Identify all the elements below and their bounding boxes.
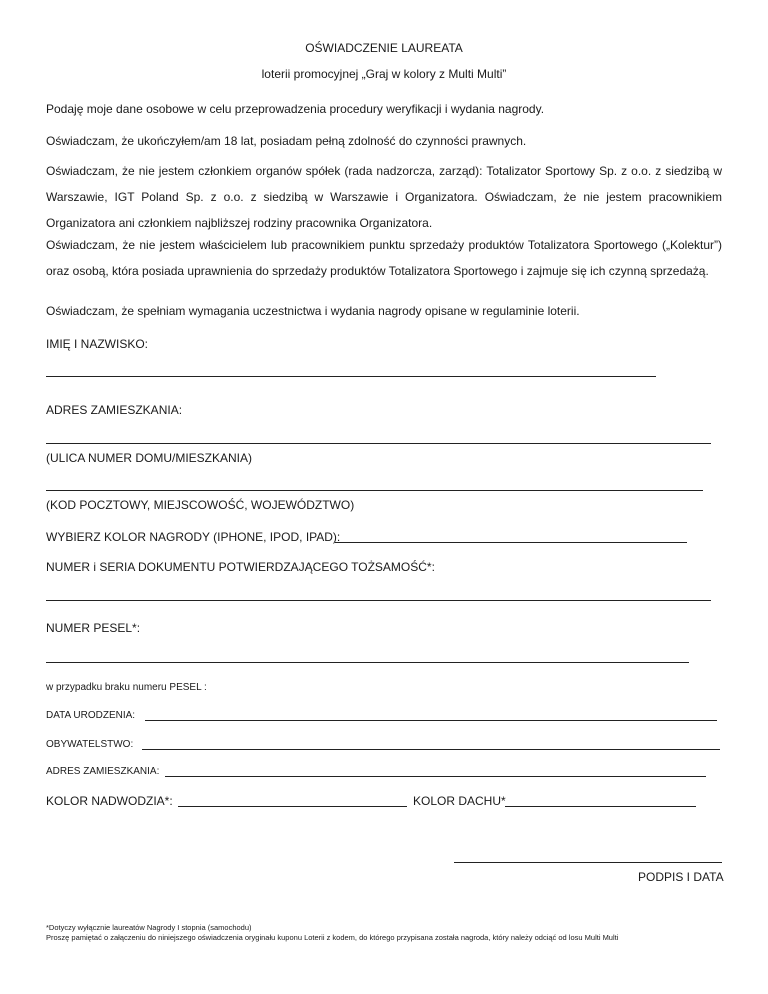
postal-input-line[interactable] [46, 490, 703, 491]
street-input-line[interactable] [46, 443, 711, 444]
footnote-prize-note: *Dotyczy wyłącznie laureatów Nagrody I stopnia (samochodu) [46, 923, 252, 932]
no-pesel-note: w przypadku braku numeru PESEL : [46, 682, 207, 693]
roof-color-input-line[interactable] [505, 806, 696, 807]
prize-color-input-line[interactable] [335, 542, 687, 543]
signature-line[interactable] [454, 862, 722, 863]
body-color-input-line[interactable] [178, 806, 407, 807]
postal-hint: (KOD POCZTOWY, MIEJSCOWOŚĆ, WOJEWÓDZTWO) [46, 498, 355, 512]
statement-not-board-member: Oświadczam, że nie jestem członkiem organów spółek (rada nadzorcza, zarząd): Totalizator Sportowy Sp. z o.o. z siedzibą w Warszawie, IGT Poland Sp. z o.o. z siedzibą w Warszawie i Organizatora. Oświadczam, że nie jestem pracownikiem Organizatora ani członkiem najbliższej rodziny pracownika Organizatora. [46, 164, 722, 230]
street-hint: (ULICA NUMER DOMU/MIESZKANIA) [46, 451, 253, 465]
id-document-label: NUMER i SERIA DOKUMENTU POTWIERDZAJĄCEGO TOŻSAMOŚĆ*: [46, 560, 435, 574]
roof-color-label: KOLOR DACHU* [413, 794, 506, 808]
statement-data-consent: Podaję moje dane osobowe w celu przeprowadzenia procedury weryfikacji i wydania nagrody. [46, 102, 545, 116]
name-input-line[interactable] [46, 376, 656, 377]
residence-input-line[interactable] [165, 776, 706, 777]
citizenship-label: OBYWATELSTWO: [46, 739, 134, 750]
birth-date-label: DATA URODZENIA: [46, 710, 136, 721]
name-label: IMIĘ I NAZWISKO: [46, 337, 149, 351]
birth-date-input-line[interactable] [145, 720, 717, 721]
pesel-input-line[interactable] [46, 662, 689, 663]
statement-requirements: Oświadczam, że spełniam wymagania uczestnictwa i wydania nagrody opisane w regulaminie loterii. [46, 304, 580, 318]
residence-label: ADRES ZAMIESZKANIA: [46, 766, 160, 777]
body-color-label: KOLOR NADWODZIA*: [46, 794, 173, 808]
id-document-input-line[interactable] [46, 600, 711, 601]
pesel-label: NUMER PESEL*: [46, 621, 141, 635]
prize-color-label: WYBIERZ KOLOR NAGRODY (IPHONE, IPOD, IPAD): [46, 530, 341, 544]
address-label: ADRES ZAMIESZKANIA: [46, 403, 183, 417]
footnote-coupon-note: Proszę pamiętać o załączeniu do niniejszego oświadczenia oryginału kuponu Loterii z kodem, do którego przypisana została nagroda, który należy odciąć od losu Multi Multi [46, 933, 619, 942]
statement-age: Oświadczam, że ukończyłem/am 18 lat, posiadam pełną zdolność do czynności prawnych. [46, 134, 527, 148]
document-title: OŚWIADCZENIE LAUREATA [305, 41, 463, 55]
signature-label: PODPIS I DATA [638, 870, 724, 884]
citizenship-input-line[interactable] [142, 749, 720, 750]
statement-not-seller: Oświadczam, że nie jestem właścicielem lub pracownikiem punktu sprzedaży produktów Totalizatora Sportowego („Kolektur”) oraz osobą, która posiada uprawnienia do sprzedaży produktów Totalizatora Sportowego i zajmuje się ich czynną sprzedażą. [46, 238, 722, 278]
document-subtitle: loterii promocyjnej „Graj w kolory z Multi Multi” [261, 67, 507, 81]
